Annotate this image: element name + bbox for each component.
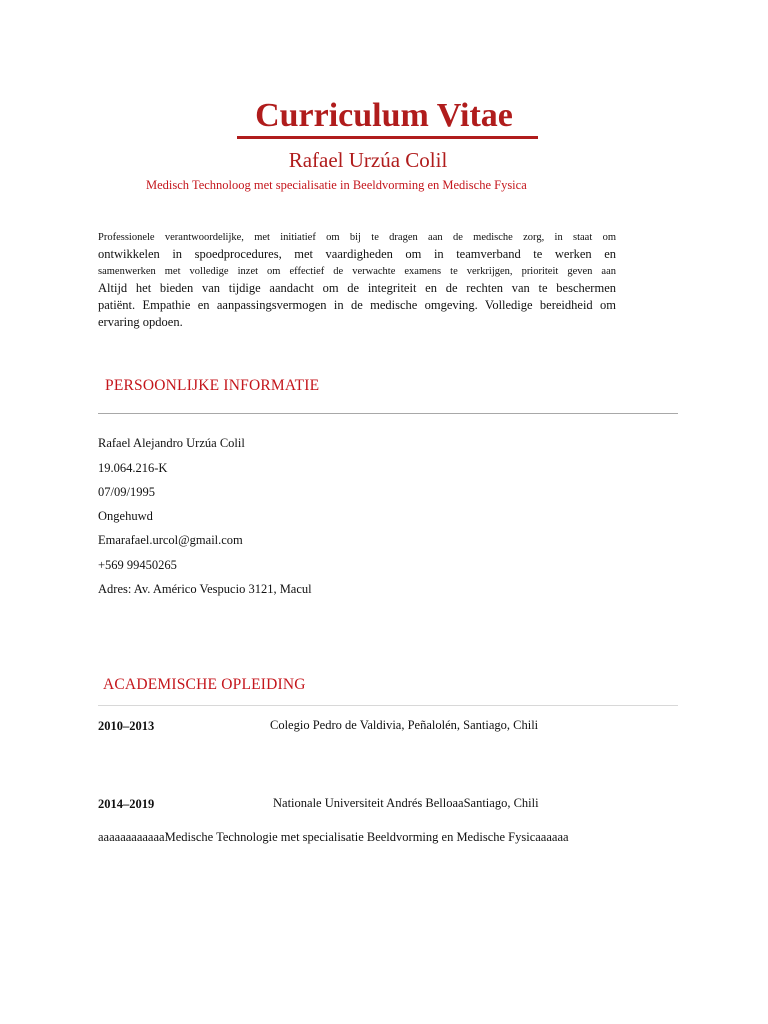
candidate-name: Rafael Urzúa Colil (288, 148, 448, 172)
summary-line: ontwikkelen in spoedprocedures, met vaardigheden om in teamverband te werken en (98, 247, 616, 261)
education-years: 2014–2019 (98, 797, 155, 811)
marital-status: Ongehuwd (98, 509, 153, 523)
summary-line: ervaring opdoen. (98, 315, 183, 329)
summary-line: patiënt. Empathie en aanpassingsvermogen in de medische omgeving. Volledige bereidheid om (98, 298, 616, 312)
summary-line: samenwerken met volledige inzet om effectief de verwachte examens te verkrijgen, prioriteit geven aan (98, 266, 616, 277)
summary-line: Professionele verantwoordelijke, met initiatief om bij te dragen aan de medische zorg, in staat om (98, 232, 616, 243)
section-divider (98, 705, 678, 706)
home-address: Adres: Av. Américo Vespucio 3121, Macul (98, 582, 312, 596)
section-divider (98, 413, 678, 414)
education-school: Colegio Pedro de Valdivia, Peñalolén, Santiago, Chili (270, 718, 539, 732)
education-heading: ACADEMISCHE OPLEIDING (103, 676, 306, 693)
education-school: Nationale Universiteit Andrés BelloaaSantiago, Chili (273, 796, 539, 810)
education-years: 2010–2013 (98, 719, 155, 733)
email-address[interactable]: Emarafael.urcol@gmail.com (98, 533, 243, 547)
full-name: Rafael Alejandro Urzúa Colil (98, 436, 245, 450)
title-underline (237, 136, 538, 139)
phone-number: +569 99450265 (98, 558, 177, 572)
education-degree: aaaaaaaaaaaaMedische Technologie met specialisatie Beeldvorming en Medische Fysicaaaaaa (98, 830, 569, 844)
summary-line: Altijd het bieden van tijdige aandacht om de integriteit en de rechten van te beschermen (98, 281, 616, 295)
candidate-profession: Medisch Technoloog met specialisatie in Beeldvorming en Medische Fysica (146, 178, 527, 192)
profile-summary (98, 229, 616, 331)
personal-info-heading: PERSOONLIJKE INFORMATIE (105, 377, 320, 394)
birth-date: 07/09/1995 (98, 485, 155, 499)
document-title: Curriculum Vitae (255, 97, 513, 134)
id-number: 19.064.216-K (98, 461, 168, 475)
